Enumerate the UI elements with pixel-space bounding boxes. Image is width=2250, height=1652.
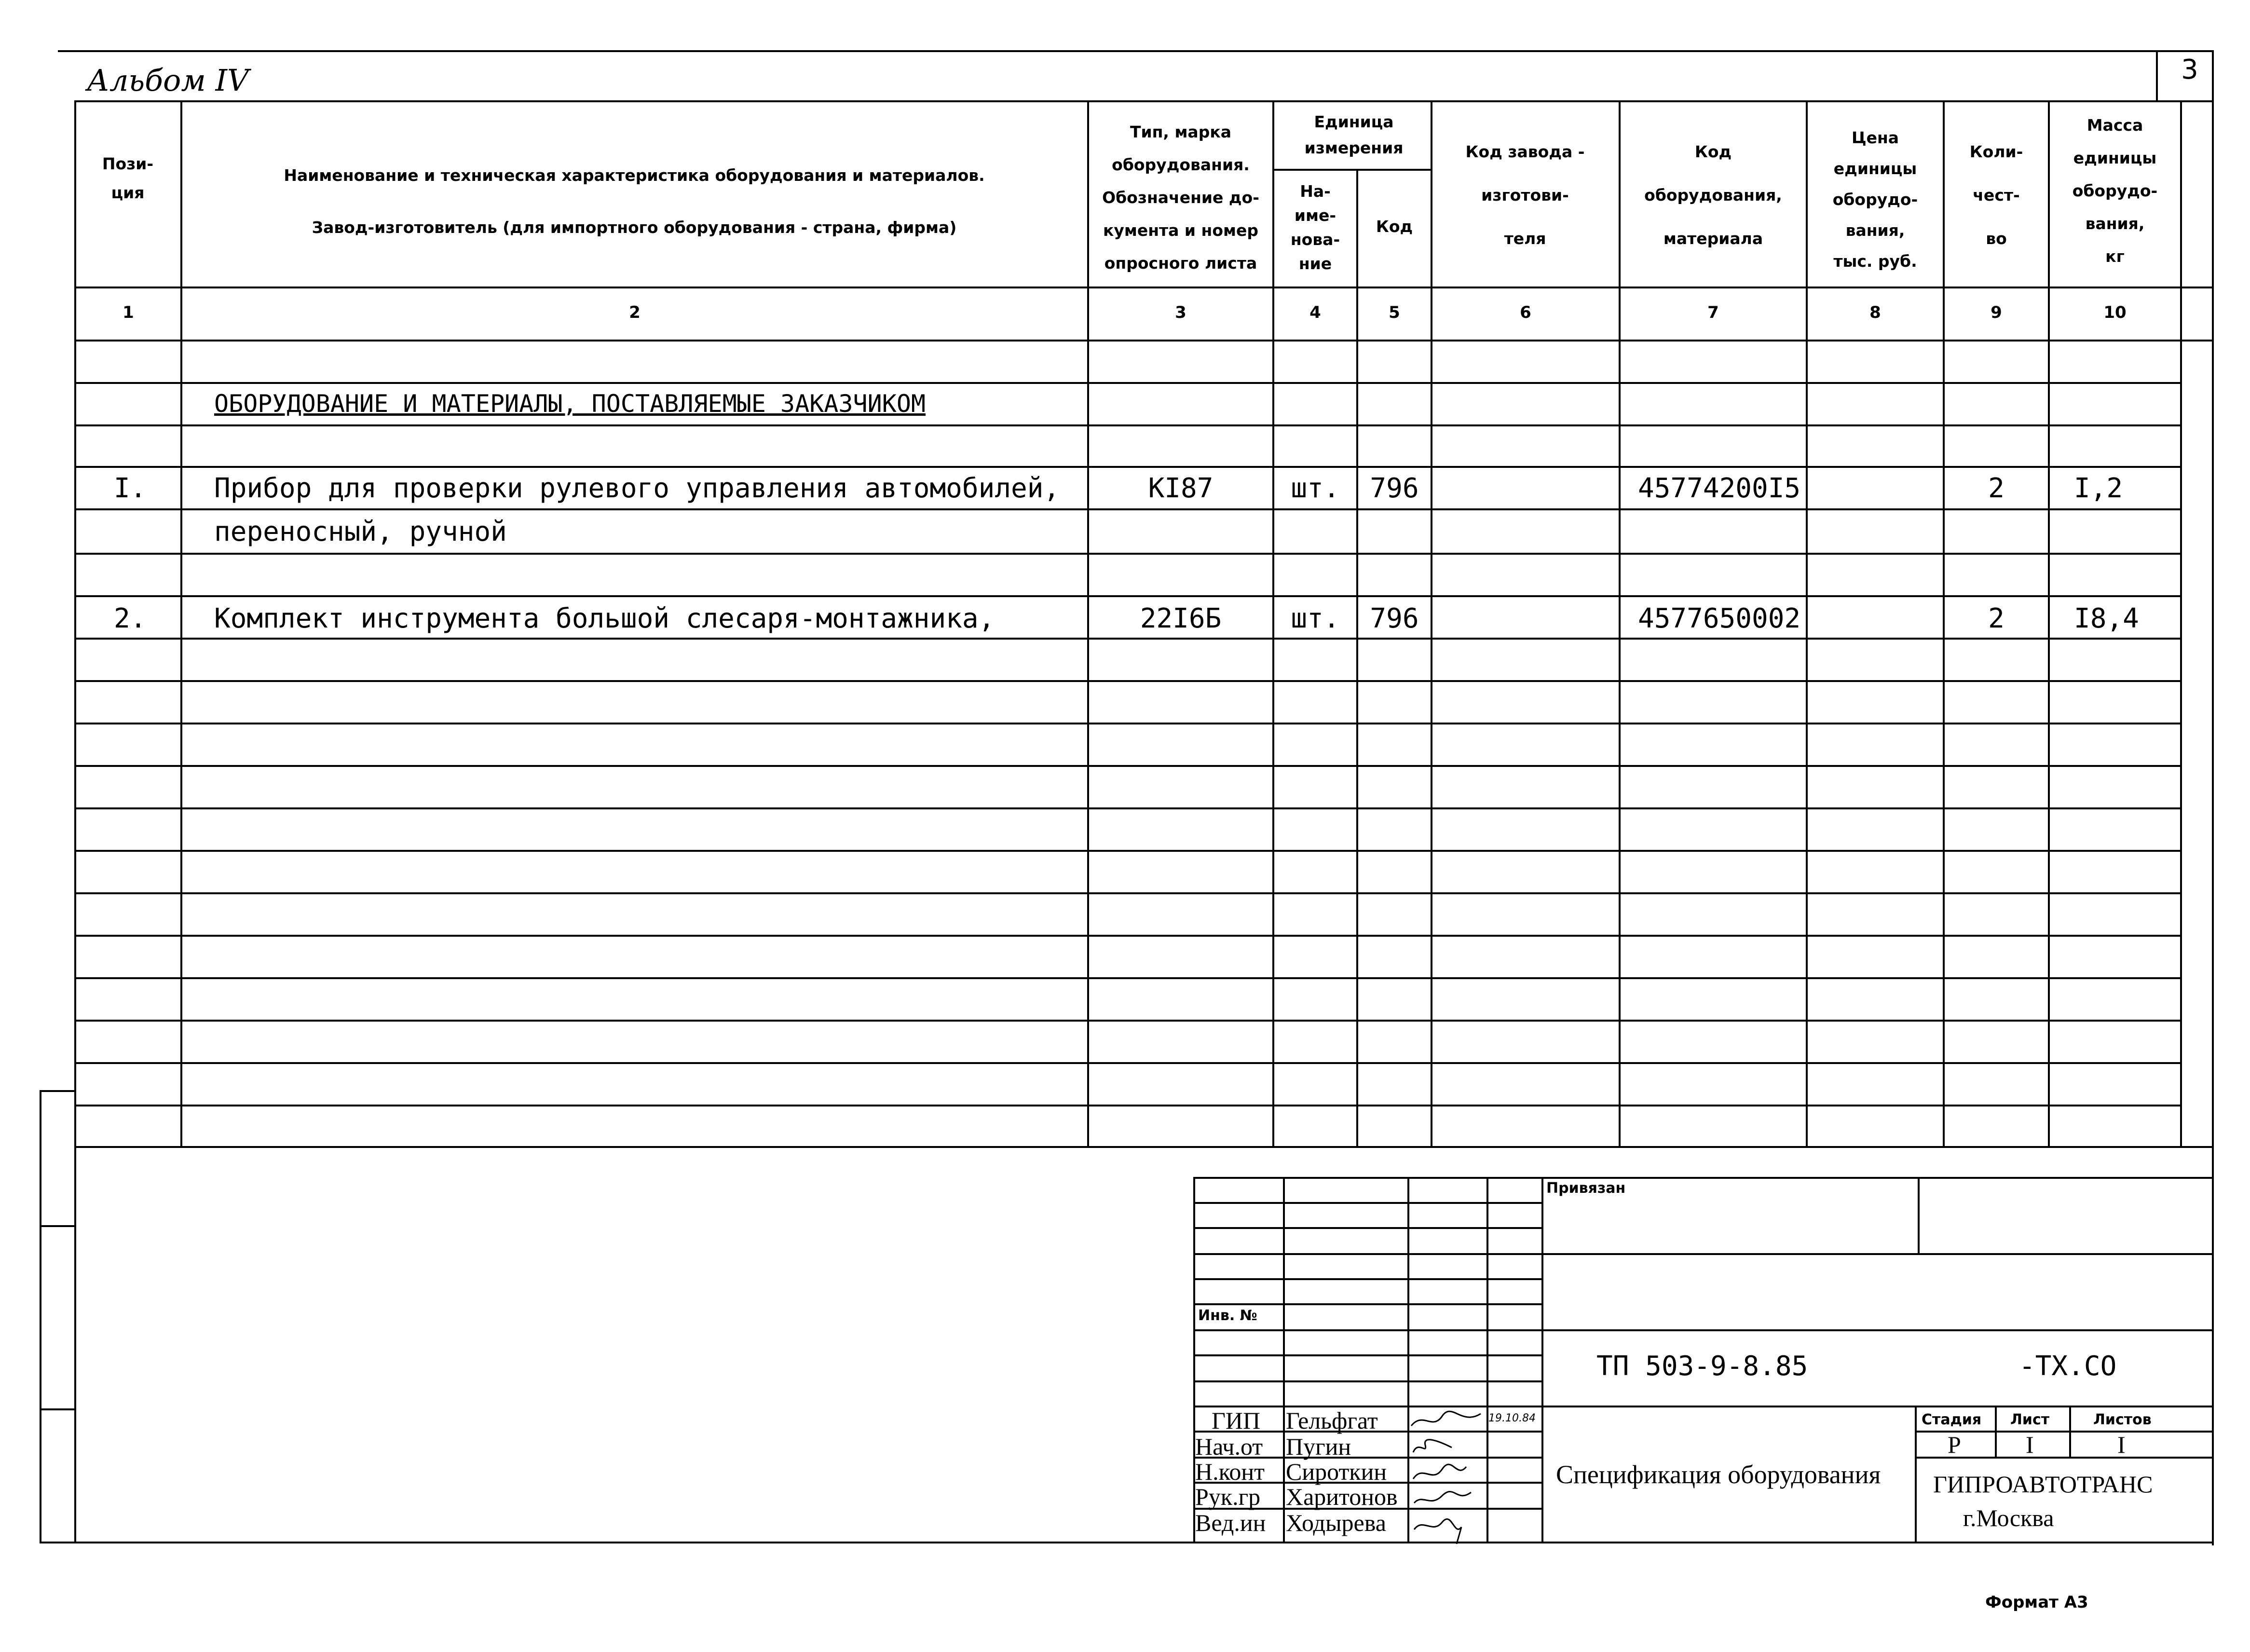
tb-sheets-label: Листов xyxy=(2093,1411,2152,1428)
tb-line xyxy=(1918,1177,1920,1254)
handwritten-signatures xyxy=(1408,1406,1490,1551)
row-unit-code: 796 xyxy=(1370,603,1419,634)
row-quantity: 2 xyxy=(1988,473,2005,504)
tb-organization: ГИПРОАВТОТРАНС xyxy=(1933,1471,2153,1498)
tb-line xyxy=(1193,1354,1543,1356)
header-col-type: Тип, марка оборудования. Обозначение до- кумента и номер опросного листа xyxy=(1102,123,1259,273)
tb-line xyxy=(1541,1406,2212,1407)
header-col-position: Пози- ция xyxy=(102,154,154,202)
col-line xyxy=(2048,100,2050,1148)
tb-line xyxy=(2069,1406,2071,1458)
header-col-unit-code: Код xyxy=(1376,217,1413,236)
row-equipment-code: 45774200I5 xyxy=(1638,473,1801,504)
tb-line xyxy=(1193,1329,1543,1331)
col-number: 8 xyxy=(1869,303,1881,322)
col-number: 10 xyxy=(2103,303,2127,322)
header-unit-group: Единица измерения xyxy=(1304,112,1404,157)
tb-line xyxy=(1283,1177,1285,1543)
col-number: 9 xyxy=(1991,303,2002,322)
col-number: 7 xyxy=(1707,303,1719,322)
unit-group-line xyxy=(1272,169,1432,171)
tb-line xyxy=(1193,1278,1543,1280)
col-number: 3 xyxy=(1175,303,1186,322)
tb-line xyxy=(1193,1227,1543,1229)
row-line xyxy=(74,680,2180,682)
row-line xyxy=(74,595,2180,597)
tb-line xyxy=(1541,1253,2212,1255)
header-col-equipment-code: Код оборудования, материала xyxy=(1644,142,1782,248)
row-type: КI87 xyxy=(1148,473,1214,504)
row-position: I. xyxy=(114,473,147,504)
tb-line xyxy=(1541,1177,1543,1543)
row-line xyxy=(74,807,2180,809)
row-line xyxy=(74,977,2180,979)
col-line xyxy=(180,100,182,1148)
section-title: ОБОРУДОВАНИЕ И МАТЕРИАЛЫ, ПОСТАВЛЯЕМЫЕ ЗАКАЗЧИКОМ xyxy=(214,390,926,418)
tb-privyazan-label: Привязан xyxy=(1546,1180,1626,1197)
sheet-number: 3 xyxy=(2181,54,2198,85)
col-line xyxy=(1806,100,1808,1148)
col-number: 4 xyxy=(1309,303,1321,322)
row-line xyxy=(74,638,2180,640)
tb-sheets: I xyxy=(2117,1431,2126,1458)
col-number: 1 xyxy=(123,303,134,322)
header-col-name: Наименование и техническая характеристика оборудования и материалов. Завод-изготовитель (для импортного оборудования - страна, фирма) xyxy=(284,166,985,237)
tb-doc-suffix: -ТХ.СО xyxy=(2019,1351,2117,1382)
tb-line xyxy=(1193,1202,1543,1204)
row-mass: I8,4 xyxy=(2074,603,2139,634)
table-top-line xyxy=(74,100,2214,102)
col-number: 5 xyxy=(1389,303,1400,322)
row-quantity: 2 xyxy=(1988,603,2005,634)
sig-role: Рук.гр xyxy=(1195,1483,1261,1510)
col-line xyxy=(1619,100,1621,1148)
tb-inv-label: Инв. № xyxy=(1198,1307,1257,1324)
row-line xyxy=(74,424,2180,426)
header-col-unit-name: На- име- нова- ние xyxy=(1290,182,1340,273)
sig-name: Гельфгат xyxy=(1286,1407,1378,1434)
row-line xyxy=(74,466,2180,468)
row-line xyxy=(74,935,2180,937)
binding-strip-tick xyxy=(40,1225,76,1227)
tb-line xyxy=(1915,1406,1917,1543)
binding-strip-line xyxy=(40,1090,41,1543)
tb-sheet-label: Лист xyxy=(2010,1411,2050,1428)
tb-doc-code: ТП 503-9-8.85 xyxy=(1596,1351,1808,1382)
row-line xyxy=(74,382,2180,384)
sig-name: Харитонов xyxy=(1286,1483,1398,1510)
row-line xyxy=(74,1062,2180,1064)
row-unit-code: 796 xyxy=(1370,473,1419,504)
header-bottom-line xyxy=(74,287,2214,288)
album-label: Альбом IV xyxy=(87,63,249,98)
col-line xyxy=(2180,100,2182,1148)
sheet-number-box-line xyxy=(2156,50,2158,101)
sig-role: Вед.ин xyxy=(1195,1509,1266,1536)
binding-strip-tick xyxy=(40,1408,76,1410)
row-type: 22I6Б xyxy=(1140,603,1222,634)
numbers-bottom-line xyxy=(74,340,2214,341)
frame-right-line xyxy=(2212,50,2214,1545)
row-unit: шт. xyxy=(1291,473,1340,504)
header-col-mass: Масса единицы оборудо- вания, кг xyxy=(2072,116,2158,266)
row-line xyxy=(74,553,2180,555)
tb-line xyxy=(1193,1303,1543,1305)
row-mass: I,2 xyxy=(2074,473,2123,504)
row-line xyxy=(74,765,2180,767)
row-equipment-code: 4577650002 xyxy=(1638,603,1801,634)
table-bottom-line xyxy=(74,1146,2214,1148)
row-name-continued: переносный, ручной xyxy=(214,516,507,547)
tb-line xyxy=(1541,1329,2212,1331)
row-line xyxy=(74,723,2180,724)
binding-strip-tick xyxy=(40,1090,76,1092)
format-note: Формат A3 xyxy=(1985,1593,2088,1612)
row-line xyxy=(74,1105,2180,1106)
col-number: 2 xyxy=(629,303,641,322)
sig-name: Сироткин xyxy=(1286,1458,1387,1485)
row-name: Комплект инструмента большой слесаря-монтажника, xyxy=(214,603,995,634)
tb-line xyxy=(1995,1406,1997,1458)
tb-line xyxy=(1193,1380,1543,1382)
tb-city: г.Москва xyxy=(1963,1504,2054,1531)
header-col-price: Цена единицы оборудо- вания, тыс. руб. xyxy=(1832,128,1918,271)
tb-doc-title: Спецификация оборудования xyxy=(1556,1460,1881,1489)
header-col-factory-code: Код завода - изготови- теля xyxy=(1465,142,1585,248)
row-unit: шт. xyxy=(1291,603,1340,634)
row-line xyxy=(74,850,2180,852)
row-position: 2. xyxy=(114,603,147,634)
tb-sheet: I xyxy=(2026,1431,2034,1458)
frame-top-line xyxy=(58,50,2214,52)
sig-role: Нач.от xyxy=(1195,1433,1263,1460)
sig-name: Ходырева xyxy=(1286,1509,1386,1536)
col-line xyxy=(1431,100,1432,1148)
sig-role: ГИП xyxy=(1212,1407,1261,1434)
sig-role: Н.конт xyxy=(1195,1458,1265,1485)
sig-date: 19.10.84 xyxy=(1488,1412,1536,1424)
header-col-quantity: Коли- чест- во xyxy=(1969,142,2023,248)
row-line xyxy=(74,892,2180,894)
tb-line xyxy=(1193,1253,1543,1255)
tb-stage-label: Стадия xyxy=(1922,1411,1982,1428)
row-line xyxy=(74,508,2180,510)
frame-bottom-line xyxy=(40,1542,2214,1543)
tb-stage: Р xyxy=(1948,1431,1961,1458)
sig-name: Пугин xyxy=(1286,1433,1351,1460)
row-line xyxy=(74,1020,2180,1022)
tb-line xyxy=(1193,1177,2212,1179)
row-name: Прибор для проверки рулевого управления автомобилей, xyxy=(214,473,1060,504)
col-number: 6 xyxy=(1520,303,1531,322)
